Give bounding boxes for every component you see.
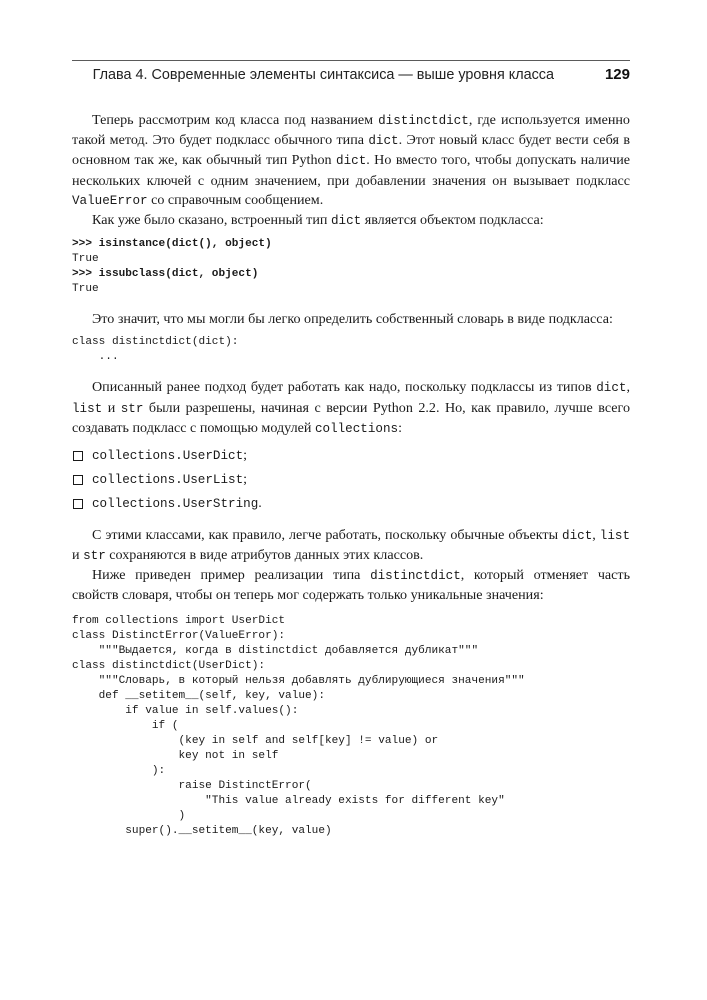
code-line: """Выдается, когда в distinctdict добавляется дубликат""": [72, 645, 479, 658]
code-block-class: [72, 335, 630, 365]
code-line: >>> issubclass(dict, object): [72, 268, 259, 281]
code-line: True: [72, 283, 99, 296]
code-line: if (: [72, 720, 179, 733]
text: и: [102, 399, 121, 416]
text: .: [258, 495, 262, 512]
code-line: "This value already exists for different key": [72, 795, 505, 808]
code-line: """Словарь, в который нельзя добавлять дублирующиеся значения""": [72, 675, 525, 688]
checkbox-bullet-icon: [73, 475, 83, 485]
text: и: [72, 546, 84, 563]
list-item: [72, 446, 630, 466]
inline-code: collections.UserString: [92, 497, 259, 512]
inline-code: list: [72, 401, 103, 416]
code-line: ...: [72, 351, 119, 364]
code-line: super().__setitem__(key, value): [72, 825, 332, 838]
inline-code: list: [599, 528, 631, 543]
text: . Но вместо того, чтобы допускать наличие нескольких ключей с одним значением, при добавлении значения он вызывает подкласс: [72, 152, 630, 189]
chapter-title: Глава 4. Современные элементы синтаксиса — выше уровня класса: [92, 67, 554, 83]
paragraph-easier: [72, 526, 630, 566]
inline-code: collections.UserList: [92, 473, 244, 488]
text: Описанный ранее подход будет работать как надо, поскольку подклассы из типов: [92, 379, 597, 396]
text: со справочным сообщением.: [147, 191, 324, 208]
code-line: ):: [72, 765, 166, 778]
paragraph-example: [72, 566, 630, 605]
code-line: (key in self and self[key] != value) or: [72, 735, 439, 748]
code-line: class distinctdict(UserDict):: [72, 660, 266, 673]
text: сохраняются в виде атрибутов данных этих классов.: [105, 546, 424, 563]
inline-code: collections: [314, 421, 399, 436]
list-item: [72, 494, 630, 514]
code-block-isinstance: [72, 237, 630, 297]
checkbox-bullet-icon: [73, 451, 83, 461]
inline-code: str: [120, 401, 144, 416]
code-block-distinctdict: [72, 614, 630, 839]
inline-code: ValueError: [72, 193, 148, 208]
text: , где используется именно такой метод. Это будет подкласс обычного типа: [72, 112, 630, 149]
text: :: [398, 419, 403, 436]
code-line: class DistinctError(ValueError):: [72, 630, 286, 643]
code-line: if value in self.values():: [72, 705, 299, 718]
text: С этими классами, как правило, легче работать, поскольку обычные объекты: [92, 526, 563, 543]
text: Ниже приведен пример реализации типа: [92, 567, 371, 584]
code-line: >>> isinstance(dict(), object): [72, 238, 272, 251]
text: является объектом подкласса:: [361, 212, 544, 229]
inline-code: dict: [336, 154, 367, 169]
text: ;: [243, 447, 248, 464]
paragraph-approach: [72, 378, 630, 439]
page-number: 129: [604, 66, 630, 83]
inline-code: collections.UserDict: [92, 449, 244, 464]
inline-code: str: [83, 548, 106, 563]
text: ,: [626, 379, 630, 396]
paragraph-said: [72, 211, 630, 231]
list-item: [72, 470, 630, 490]
code-line: key not in self: [72, 750, 279, 763]
text: . Этот новый класс будет вести себя в основном так же, как обычный тип Python: [72, 132, 630, 169]
code-line: ): [72, 810, 186, 823]
paragraph-means: Это значит, что мы могли бы легко определить собственный словарь в виде подкласса:: [92, 311, 613, 328]
text: Как уже было сказано, встроенный тип: [92, 212, 331, 229]
inline-code: distinctdict: [378, 114, 469, 128]
running-header: [72, 60, 630, 83]
bullet-list: [72, 446, 630, 515]
code-line: def __setitem__(self, key, value):: [72, 690, 325, 703]
page-content: [72, 111, 630, 846]
code-line: True: [72, 253, 99, 266]
inline-code: dict: [368, 134, 399, 149]
text: ;: [243, 471, 248, 488]
code-line: from collections import UserDict: [72, 615, 286, 628]
paragraph-intro: [72, 111, 630, 211]
text: , который отменяет часть свойств словаря, чтобы он теперь мог содержать только уникальные значения:: [72, 567, 631, 604]
inline-code: dict: [330, 214, 362, 229]
inline-code: distinctdict: [370, 569, 461, 584]
code-line: raise DistinctError(: [72, 780, 312, 793]
text: ,: [592, 526, 600, 543]
text: Теперь рассмотрим код класса под названием: [92, 112, 379, 128]
inline-code: dict: [596, 381, 627, 396]
checkbox-bullet-icon: [73, 499, 83, 509]
code-line: class distinctdict(dict):: [72, 336, 239, 349]
inline-code: dict: [562, 528, 593, 543]
text: были разрешены, начиная с версии Python 2.2. Но, как правило, лучше всего создавать подкласс с помощью модулей: [72, 399, 630, 436]
